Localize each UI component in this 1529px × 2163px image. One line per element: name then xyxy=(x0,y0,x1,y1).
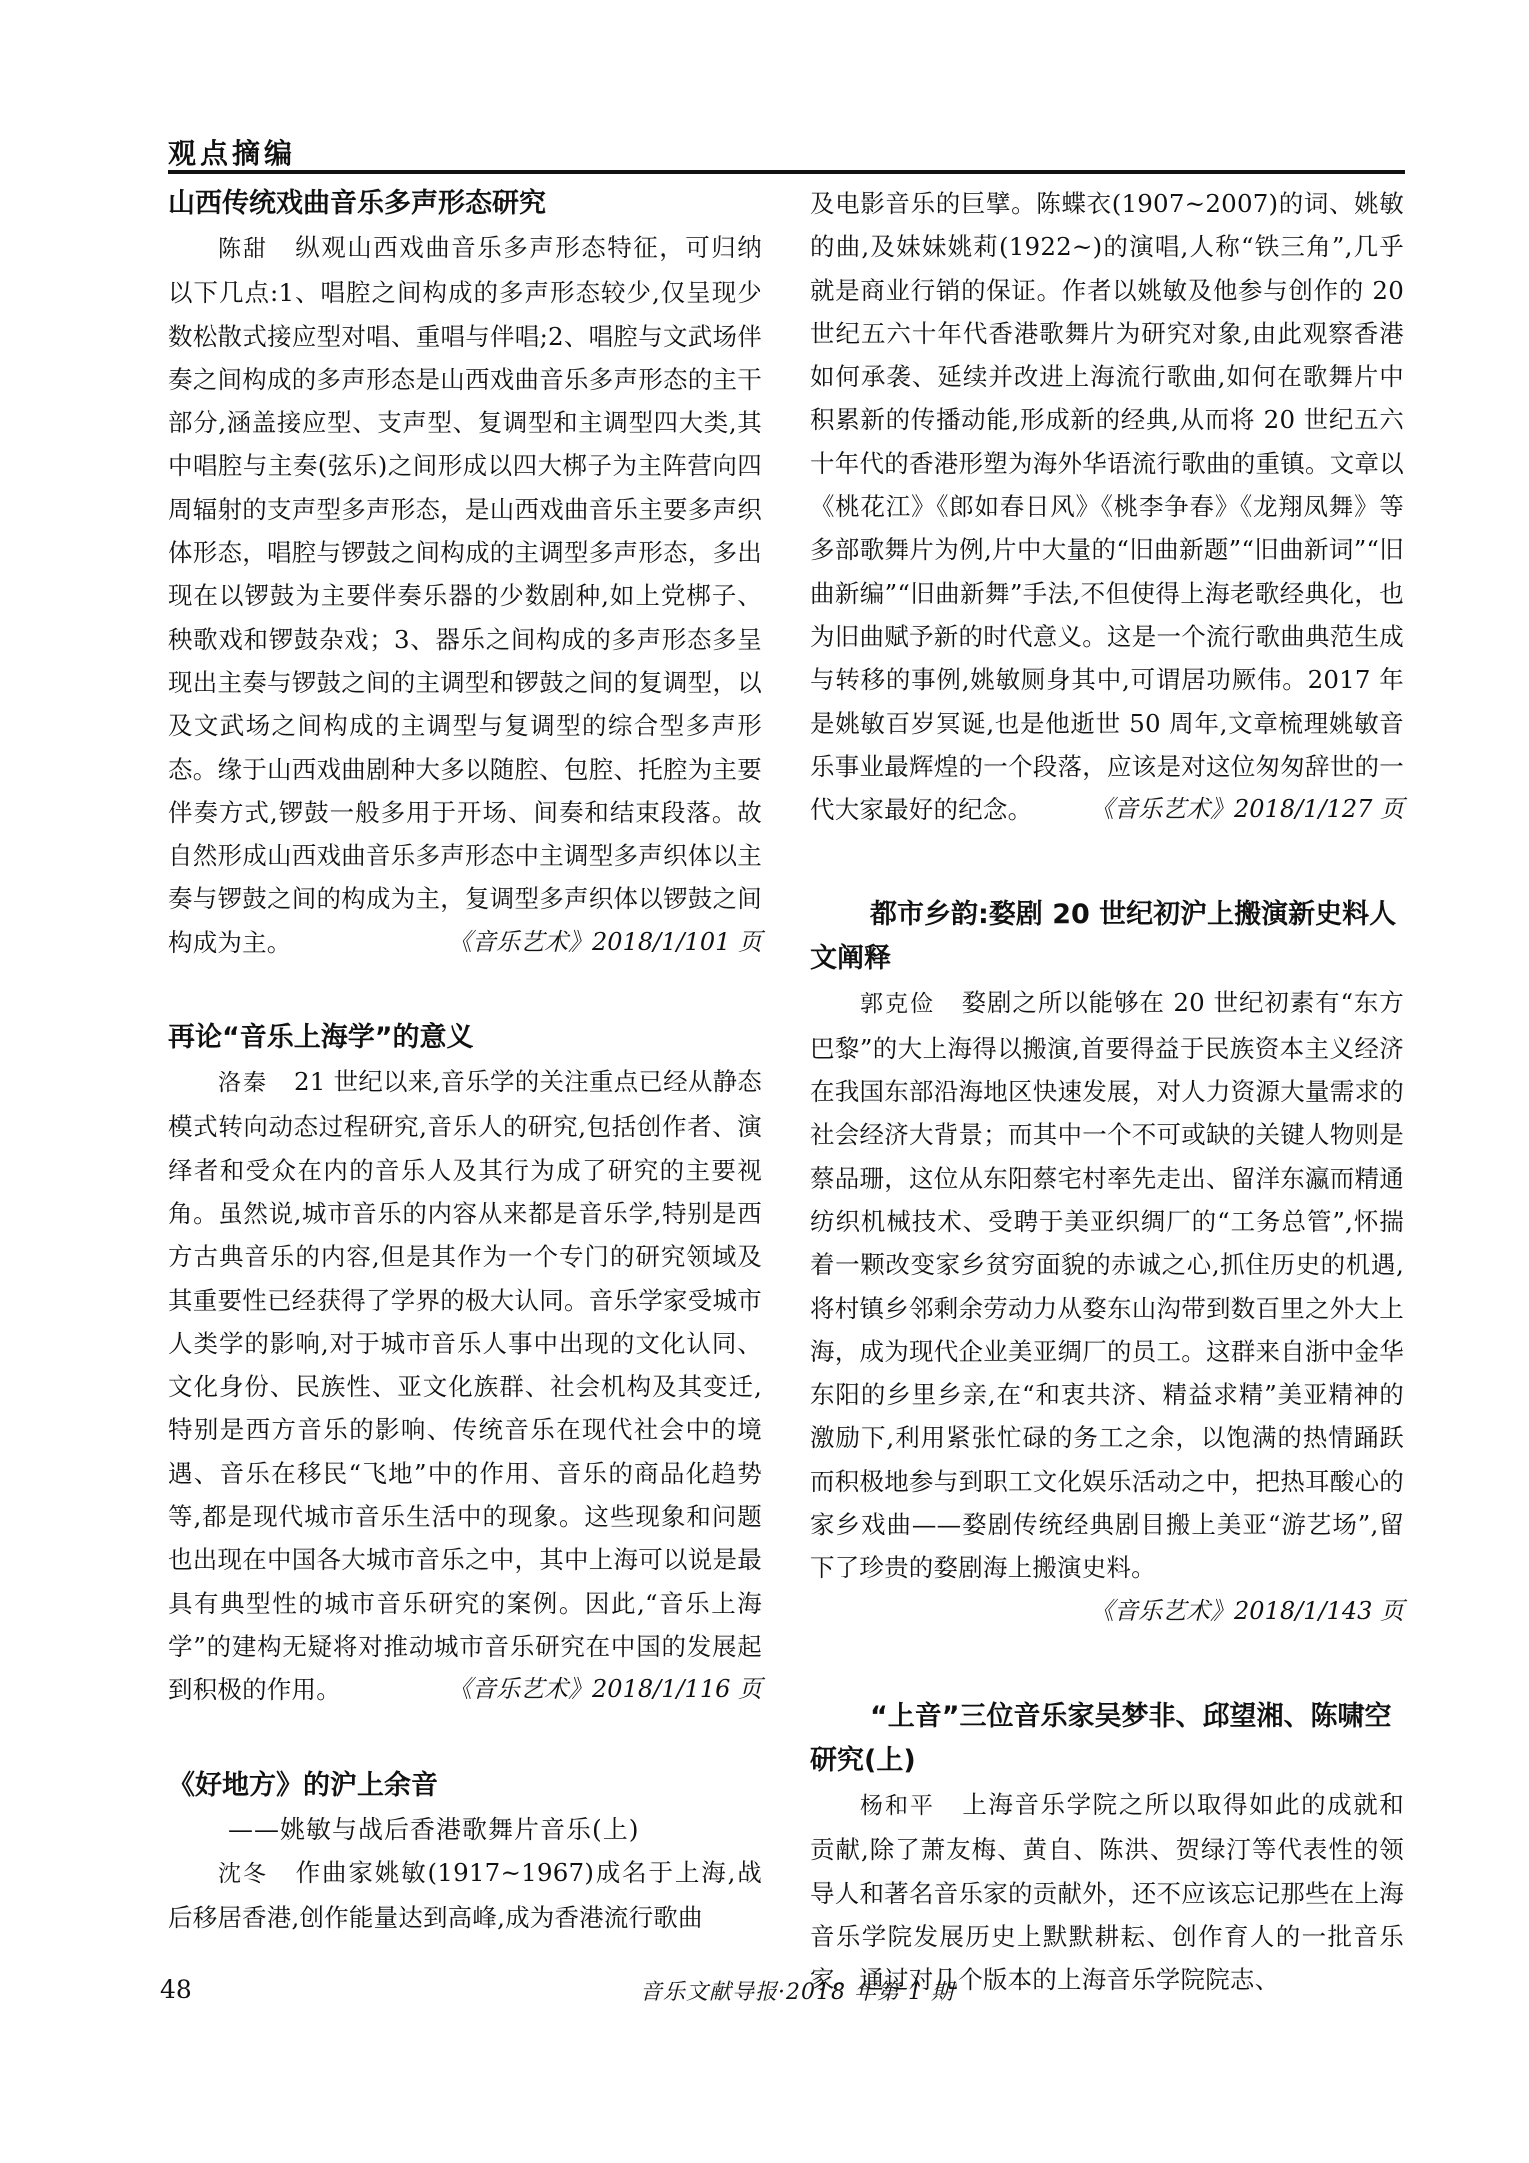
article-body: 沈冬 作曲家姚敏(1917~1967)成名于上海,战后移居香港,创作能量达到高峰,成为香港流行歌曲 xyxy=(168,1851,762,1940)
article-source: 《音乐艺术》2018/1/143 页 xyxy=(1090,1596,1404,1625)
article-body: 及电影音乐的巨擘。陈蝶衣(1907~2007)的词、姚敏的曲,及妹妹姚莉(1922~)的演唱,人称“铁三角”,几乎就是商业行销的保证。作者以姚敏及他参与创作的 20 世纪五六十年代香港歌舞片为研究对象,由此观察香港如何承袭、延续并改进上海流行歌曲,如何在歌舞片中积累新的传播动能,形成新的经典,从而将 20 世纪五六十年代的香港形塑为海外华语流行歌曲的重镇。文章以《桃花江》《郎如春日风》《桃李争春》《龙翔凤舞》等多部歌舞片为例,片中大量的“旧曲新题”“旧曲新词”“旧曲新编”“旧曲新舞”手法,不但使得上海老歌经典化，也为旧曲赋予新的时代意义。这是一个流行歌曲典范生成与转移的事例,姚敏厕身其中,可谓居功厥伟。2017 年是姚敏百岁冥诞,也是他逝世 50 周年,文章梳理姚敏音乐事业最辉煌的一个段落，应该是对这位匆匆辞世的一代大家最好的纪念。 xyxy=(810,189,1404,825)
journal-footer: 音乐文献导报·2018 年第 1 期 xyxy=(640,1980,954,2005)
left-column xyxy=(168,182,762,1939)
right-column xyxy=(810,182,1404,2001)
article-music-shanghai xyxy=(168,1016,762,1711)
article-wu-opera xyxy=(810,893,1404,1632)
article-source: 《音乐艺术》2018/1/127 页 xyxy=(1090,795,1404,824)
article-three-musicians xyxy=(810,1695,1404,2001)
page-number: 48 xyxy=(160,1975,192,2004)
article-subtitle: ——姚敏与战后香港歌舞片音乐(上) xyxy=(228,1814,640,1844)
article-body: 郭克俭 婺剧之所以能够在 20 世纪初素有“东方巴黎”的大上海得以搬演,首要得益于民族资本主义经济在我国东部沿海地区快速发展，对人力资源大量需求的社会经济大背景；而其中一个不可或缺的关键人物则是蔡品珊，这位从东阳蔡宅村率先走出、留洋东瀛而精通纺织机械技术、受聘于美亚织绸厂的“工务总管”,怀揣着一颗改变家乡贫穷面貌的赤诚之心,抓住历史的机遇,将村镇乡邻剩余劳动力从婺东山沟带到数百里之外大上海，成为现代企业美亚绸厂的员工。这群来自浙中金华东阳的乡里乡亲,在“和衷共济、精益求精”美亚精神的激励下,利用紧张忙碌的务工之余，以饱满的热情踊跃而积极地参与到职工文化娱乐活动之中，把热耳酸心的家乡戏曲——婺剧传统经典剧目搬上美亚“游艺场”,留下了珍贵的婺剧海上搬演史料。 xyxy=(810,981,1404,1589)
article-title: 山西传统戏曲音乐多声形态研究 xyxy=(168,188,546,219)
article-author: 洛秦 xyxy=(218,1070,268,1097)
article-author: 杨和平 xyxy=(860,1792,935,1819)
article-body: 杨和平 上海音乐学院之所以取得如此的成就和贡献,除了萧友梅、黄自、陈洪、贺绿汀等代表性的领导人和著名音乐家的贡献外，还不应该忘记那些在上海音乐学院发展历史上默默耕耘、创作育人的一批音乐家。通过对几个版本的上海音乐学院院志、 xyxy=(810,1783,1404,2001)
article-body: 洛秦 21 世纪以来,音乐学的关注重点已经从静态模式转向动态过程研究,音乐人的研究,包括创作者、演绎者和受众在内的音乐人及其行为成了研究的主要视角。虽然说,城市音乐的内容从来都是音乐学,特别是西方古典音乐的内容,但是其作为一个专门的研究领域及其重要性已经获得了学界的极大认同。音乐学家受城市人类学的影响,对于城市音乐人事中出现的文化认同、文化身份、民族性、亚文化族群、社会机构及其变迁,特别是西方音乐的影响、传统音乐在现代社会中的境遇、音乐在移民“飞地”中的作用、音乐的商品化趋势等,都是现代城市音乐生活中的现象。这些现象和问题也出现在中国各大城市音乐之中，其中上海可以说是最具有典型性的城市音乐研究的案例。因此,“音乐上海学”的建构无疑将对推动城市音乐研究在中国的发展起到积极的作用。 xyxy=(168,1060,762,1711)
section-label: 观点摘编 xyxy=(168,137,297,170)
article-yao-min-continued xyxy=(810,182,1404,831)
article-yao-min xyxy=(168,1764,762,1940)
article-title: “上音”三位音乐家吴梦非、邱望湘、陈啸空研究(上) xyxy=(810,1700,1392,1776)
article-author: 沈冬 xyxy=(218,1860,268,1887)
article-body: 陈甜 纵观山西戏曲音乐多声形态特征，可归纳以下几点:1、唱腔之间构成的多声形态较少,仅呈现少数松散式接应型对唱、重唱与伴唱;2、唱腔与文武场伴奏之间构成的多声形态是山西戏曲音乐多声形态的主干部分,涵盖接应型、支声型、复调型和主调型四大类,其中唱腔与主奏(弦乐)之间形成以四大梆子为主阵营向四周辐射的支声型多声形态，是山西戏曲音乐主要多声织体形态，唱腔与锣鼓之间构成的主调型多声形态，多出现在以锣鼓为主要伴奏乐器的少数剧种,如上党梆子、秧歌戏和锣鼓杂戏；3、器乐之间构成的多声形态多呈现出主奏与锣鼓之间的主调型和锣鼓之间的复调型，以及文武场之间构成的主调型与复调型的综合型多声形态。缘于山西戏曲剧种大多以随腔、包腔、托腔为主要伴奏方式,锣鼓一般多用于开场、间奏和结束段落。故自然形成山西戏曲音乐多声形态中主调型多声织体以主奏与锣鼓之间的构成为主，复调型多声织体以锣鼓之间构成为主。 xyxy=(168,226,762,964)
article-author: 郭克俭 xyxy=(860,991,935,1018)
header-rule xyxy=(168,170,1405,174)
article-title: 再论“音乐上海学”的意义 xyxy=(168,1022,474,1054)
article-source: 《音乐艺术》2018/1/101 页 xyxy=(448,927,762,956)
article-shanxi xyxy=(168,182,762,964)
article-title: 《好地方》的沪上余音 xyxy=(168,1769,438,1801)
article-title: 都市乡韵:婺剧 20 世纪初沪上搬演新史料人文阐释 xyxy=(810,899,1397,975)
article-author: 陈甜 xyxy=(218,236,268,262)
article-source: 《音乐艺术》2018/1/116 页 xyxy=(448,1675,762,1704)
